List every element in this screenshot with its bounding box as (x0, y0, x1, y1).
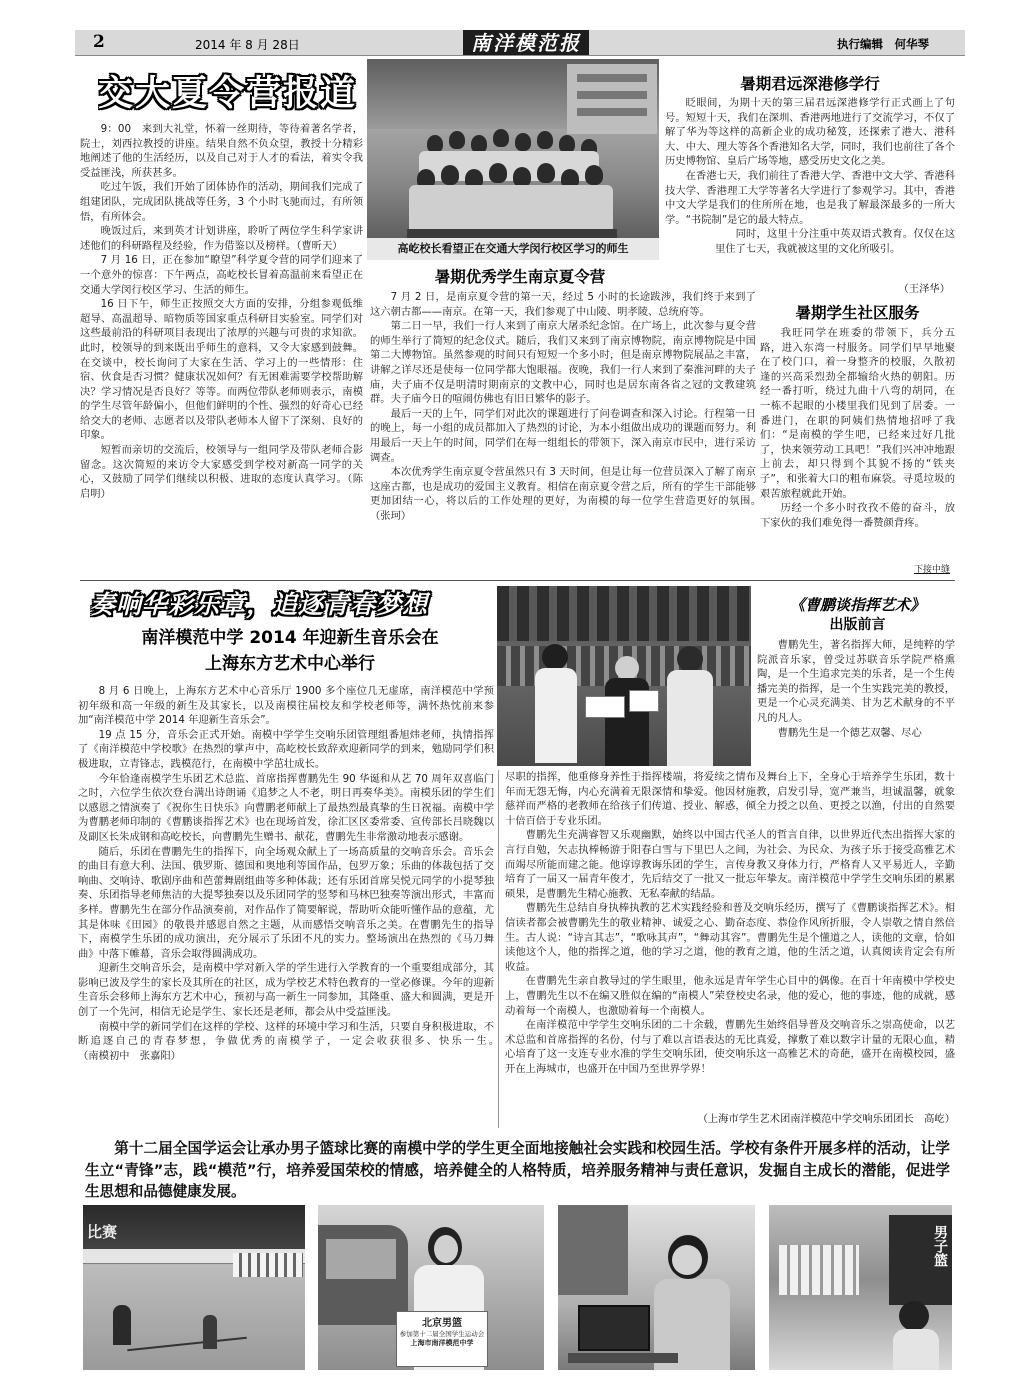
paragraph: 曹鹏先生充满睿智又乐观幽默，始终以中国古代圣人的哲言自律，以世界近代杰出指挥大家的言行自勉，矢志执棒畅游于阳春白雪与下里巴人之间，为社会、为民众、为孩子乐于接受高雅艺术而竭尽所能而建之能。他谆谆教诲乐团的学生，言传身教又身体力行，严格育人又平易近人，辛勤培育了一届又一届青年俊才，先后结交了一批又一批忘年挚友。南洋模范中学学生交响乐团的累累硕果，是曹鹏先生精心施教、无私奉献的结晶。 (505, 829, 955, 900)
art6-title: 《曹鹏谈指挥艺术》 (789, 596, 925, 614)
ball-girl-photo (769, 1205, 952, 1370)
badge-school: 上海市南洋模范中学 (410, 1339, 474, 1347)
paragraph: 今年恰逢南模学生乐团艺术总监、首席指挥曹鹏先生 90 华诞和从艺 70 周年双喜临门之时，六位学生依次登台满出诗朗诵《追梦之人不老，明日再奏华美》。南模乐团的学生们以感恩之情演奏了《祝你生日快乐》向曹鹏老师献上了最热烈最真挚的生日祝福。南模中学为曹鹏老师印制的《曹鹏谈指挥艺术》也在现场首发，徐汇区区委常委、宣传部长吕晓魏以及副区长朱成钢和高屹校长，向曹鹏先生赠书、献花，曹鹏先生非常激动地表示感谢。 (78, 772, 494, 843)
group-photo-caption: 高屹校长看望正在交通大学闵行校区学习的师生 (367, 238, 659, 260)
paragraph: 19 点 15 分，音乐会正式开始。南模中学学生交响乐团管理组番旭炜老师，执情指挥了《南洋模范中学校歌》在热烈的掌声中，高屹校长致辞欢迎新同学的到来，勉励同学们积极进取，立青锋志，践模范行，在南模中学茁壮成长。 (78, 728, 494, 770)
art5-title: 奏响华彩乐章，追逐青春梦想 (90, 590, 429, 619)
badge-event: 参加第十二届全国学生运动会 (399, 1330, 485, 1338)
paragraph: 晚饭过后，来到英才计划讲座，聆听了两位学生科学家讲述他们的科研路程及经验，作为借鉴以及榜样。（曹昕天） (80, 225, 363, 252)
column-divider (498, 770, 499, 1128)
art5-subtitle-1: 南洋模范中学 2014 年迎新生音乐会在 (141, 628, 439, 648)
paragraph: 8 月 6 日晚上，上海东方艺术中心音乐厅 1900 多个座位几无虚席，南洋模范中学预初年级和高一年级的新生及其家长，以及南模往届校友和学校老师等，满怀热忱前来参加“南洋模范中学 2014 年迎新生音乐会”。 (78, 685, 494, 727)
paragraph: 16 日下午，师生正按照交大方面的安排，分组参观低维超导、高温超导、暗物质等国家重点科研目实验室。同学们对这些最前沿的科研项目表现出了浓厚的兴趣与可贵的求知欲。此时，校领导的到来既出乎师生的意料，又令大家感到鼓舞。在交谈中，校长询问了大家在生活、学习上的一些情形：住宿、伙食是否习惯？健康状况如何？有无困难需要学校帮助解决？学习情况是否良好？等等。而两位带队老师则表示，南模的学生尽管年龄偏小，但他们鲜明的个性、强烈的好奇心已经给交大的老师、志愿者以及带队老师本人留下了深刻、良好的印象。 (80, 298, 363, 442)
summary-paragraph: 第十二届全国学运会让承办男子篮球比赛的南模中学的学生更全面地接触社会实践和校园生活。学校有条件开展多样的活动，让学生立“青锋”志，践“模范”行，培养爱国荣校的情感，培养健全的人格特质，培养服务精神与责任意识，发掘自主成长的潜能，促进学生思想和品德健康发展。 (85, 1140, 950, 1200)
paragraph: 历经一个多小时孜孜不倦的奋斗，放下家伙的我们难免得一番赞颜背疼。 (760, 502, 955, 529)
art5-subtitle-2: 上海东方艺术中心举行 (205, 654, 375, 674)
art1-title: 交大夏令营报道 (98, 74, 358, 114)
paragraph: 本次优秀学生南京夏令营虽然只有 3 天时间，但是让每一位营员深入了解了南京这座古都，也是成功的爱国主义教育。相信在南京夏令营之后，所有的学生干部能够更加团结一心，将以后的工作处理的更好，为南模的每一位学生营造更好的氛围。 （张珂） (370, 466, 756, 522)
art5-body (78, 684, 494, 1129)
art6-top-body (757, 638, 955, 766)
art3-body (665, 96, 955, 281)
court-banner-text: 比赛 (87, 1223, 118, 1241)
art2-body (370, 290, 756, 570)
paragraph: 7 月 2 日，是南京夏令营的第一天，经过 5 小时的长途跋涉，我们终于来到了这六朝古都——南京。在第一天，我们参观了中山陵、明孝陵、总统府等。 (370, 291, 756, 318)
art1-body (80, 122, 363, 580)
section-divider (80, 580, 955, 581)
art6-signature: （上海市学生艺术团南洋模范中学交响乐团团长 高屹） (697, 1113, 955, 1125)
paragraph: 曹鹏先生总结自身执棒执教的艺术实践经验和普及交响乐经历，撰写了《曹鹏谈指挥艺术》。相信读者都会被曹鹏先生的敬业精神、诚爱之心、勤奋态度、恭俭作风所折服，令人崇敬之情自然倍生。古人说：“诗言其志”，“歌咏其声”，“舞动其容”。曹鹏先生是个懂道之人，读他的文章，恰如读他这个人，他的指挥之道，他的学习之道，他的教育之道，他的生活之道，认真阅读肯定会有所收益。 (505, 902, 955, 973)
paragraph: 随后，乐团在曹鹏先生的指挥下，向全场观众献上了一场高质量的交响音乐会。音乐会的曲目有意大利、法国、俄罗斯、德国和奥地利等国作品，包罗万象；乐曲的体裁包括了交响曲、交响诗、歌剧序曲和芭蕾舞剧组曲等多种体裁；还有乐团首席吴悦元同学的小提琴独奏、乐团指导老师焦洁的大提琴独奏以及乐团同学的竖琴和马林巴独奏等演出形式，丰富而多样。曹鹏先生在部分作品演奏前，对作品作了简要解说，帮助听众能听懂作品的意蕴，尤其是体味《田园》的敬畏并感恩自然之主题，从而感悟交响音乐之美。在曹鹏先生的指导下，南模学生乐团的成功演出，充分展示了乐团不凡的实力。整场演出在热烈的《马刀舞曲》中落下帷幕，音乐会取得圆满成功。 (78, 845, 494, 960)
paragraph: 短暂而亲切的交流后，校领导与一组同学及带队老师合影留念。这次简短的来访令大家感受到学校对新高一同学的关心，又鼓励了同学们继续以积极、进取的态度认真学习。（陈启明） (80, 444, 363, 500)
paragraph: 第二日一早，我们一行人来到了南京大屠杀纪念馆。在广场上，此次参与夏令营的师生举行了简短的纪念仪式。随后，我们又来到了南京博物院，南京博物院是中国第二大博物馆。虽然参观的时间只有短短一个多小时，但是南京博物院展品之丰富，讲解之详尽还是使每一位同学都大饱眼福。夜晚，我们一行人来到了秦淮河畔的夫子庙，夫子庙不仅是明清时期南京的文教中心，同时也是居东南各省之冠的文教建筑群。夫子庙今日的喧闹仿佛也有旧日繁华的影子。 (370, 320, 756, 406)
issue-date: 2014 年 8 月 28日 (195, 38, 300, 52)
court-sign-text: 男子篮 (932, 1225, 948, 1267)
paragraph: 吃过午饭，我们开始了团体协作的活动，期间我们完成了组建团队，完成团队挑战等任务，3 个小时飞驰而过，有所领悟，有所体会。 (80, 181, 363, 223)
art3-author: （王泽华） (898, 283, 950, 295)
art6-wide-body (505, 770, 955, 1100)
student-volunteer-photo (318, 1205, 544, 1370)
continued-note: 下接中缝 (913, 565, 950, 575)
concert-photo (497, 586, 751, 766)
paragraph: 眨眼间，为期十天的第三届君远深港修学行正式画上了句号。短短十天，我们在深圳、香港两地进行了交流学习，不仅了解了华为等这样的高新企业的成功秘笈，还探索了港大、港科大、中大、理大等各个香港知名大学，同时，我们也前往了各个历史博物馆、皇后广场等地，感受历史文化之美。 (665, 97, 955, 168)
basketball-court-photo (83, 1205, 305, 1370)
executive-editor: 执行编辑 何华琴 (837, 37, 929, 51)
paragraph: 尽职的指挥，他重修身养性于指挥楼端，将爱续之情布及舞台上下，全身心于培养学生乐团，数十年而无怨无悔，内心充满着无限深情和挚爱。他因材施教，启发引导，宽严兼当，坦诚温馨，就象慈祥而严格的老教师在给孩子们传道、授业、解惑，倾全力授之以鱼、更授之以渔，付出的自然要十倍百倍于专业乐团。 (505, 771, 955, 827)
computer-desk-photo (558, 1205, 755, 1370)
group-photo (367, 59, 659, 260)
page-number: 2 (93, 32, 105, 52)
paragraph: 我旺同学在班委的带领下，兵分五路，进入东湾一村服务。同学们早早地聚在了校门口，着一身整齐的校服，久散初逢的兴高采烈劲全都输给火热的朝阳。历经一番打听，绕过九曲十八弯的胡同，在一栋不起眼的小楼里我们见到了居委。一番进门，在职的阿姨们热情地招呼了我们：“是南模的学生吧，已经来过好几批了，快来领劳动工具吧！”我们兴冲冲地跟上前去，却只得到个其貌不扬的“铁夹子”，和张着大口的粗布麻袋。寻觅垃圾的艰苦旅程就此开始。 (760, 327, 955, 500)
art6-subtitle: 出版前言 (829, 617, 886, 633)
paragraph: 9：00 来到大礼堂，怀着一丝期待，等待着著名学者，院士，刘西拉教授的讲座。结果自然不负众望，教授十分精彩地阐述了他的生活经历，以及自己对于人才的看法，着实令我受益匪浅，所获甚多。 (80, 123, 363, 179)
paragraph: 在香港七天，我们前往了香港大学、香港中文大学、香港科技大学、香港理工大学等著名大学进行了参观学习。其中，香港中文大学是我们的住所所在地，也是我了解最深最多的一所大学。“书院制”是它的最大特点。 (665, 169, 955, 226)
masthead: 南洋模范报 (463, 30, 589, 56)
badge-team-name: 北京男篮 (422, 1318, 462, 1329)
paragraph: 南模中学的新同学们在这样的学校、这样的环境中学习和生活，只要自身积极进取，不断追逐自己的青春梦想，争做优秀的南模学子，一定会收获很多、快乐一生。 （南模初中 张嘉阳） (78, 1020, 494, 1062)
paragraph: 同时，这里十分注重中英双语式教育。仅仅在这里住了七天，我就被这里的文化所吸引。 (715, 228, 955, 255)
paragraph: 在南洋模范中学学生交响乐团的二十余载，曹鹏先生始终倡导普及交响音乐之崇高使命，以艺术总监和首席指挥的名份，付与了难以言语表达的无比真爱，撑敷了难以数字计量的无限心血，精心培育了这一支连专业水准的学生交响乐团，使交响乐这一高雅艺术的奇葩，盛开在南模校园，盛开在上海城市，也盛开在中国乃至世界学界！ (505, 1019, 955, 1075)
page-header (75, 30, 965, 56)
art3-title: 暑期君远深港修学行 (740, 75, 880, 93)
art4-body (760, 326, 955, 564)
art2-title: 暑期优秀学生南京夏令营 (434, 268, 606, 286)
paragraph: 7 月 16 日，正在参加“瞭望”科学夏令营的同学们迎来了一个意外的惊喜：下午两点，高屹校长冒着高温前来看望正在交通大学闵行校区学习、生活的师生。 (80, 254, 363, 296)
paragraph: 迎新生交响音乐会，是南模中学对新入学的学生进行入学教育的一个重要组成部分，其影响已波及学生的家长及其所在的社区，成为学校艺术特色教育的一堂必修课。今年的迎新生音乐会移师上海东方艺术中心，预初与高一新生一同参加，其隆重、盛大和圆满，更是开创了一个先河，相信无论是学生、家长还是老师，都会从中受益匪浅。 (78, 962, 494, 1019)
paragraph: 在曹鹏先生亲自教导过的学生眼里，他永远是青年学生心目中的偶像。在百十年南模中学校史上，曹鹏先生以不在编又胜似在编的“南模人”荣登校史名录，他的爱心，他的事迹，他的成就，感动着每一个南模人，也激励着每一个南模人。 (505, 975, 955, 1017)
art4-title: 暑期学生社区服务 (795, 304, 920, 322)
paragraph: 最后一天的上午，同学们对此次的课题进行了问卷调查和深入讨论。行程第一日的晚上，每一小组的成员都加入了热烈的讨论，为本小组做出成功的课题而努力。利用最后一天上午的时间，同学们在每一组组长的带领下，深入南京市民中，进行采访调查。 (370, 407, 756, 464)
paragraph: 曹鹏先生，著名指挥大师，是纯粹的学院派音乐家，曾受过苏联音乐学院严格熏陶，是一个生追求完美的乐者，是一个生传播完美的指挥，是一个生实践完美的教授，更是一个心灵充满美、甘为艺术献身的不平凡的凡人。 (757, 639, 955, 724)
paragraph: 曹鹏先生是一个德艺双馨、尽心 (777, 726, 922, 739)
